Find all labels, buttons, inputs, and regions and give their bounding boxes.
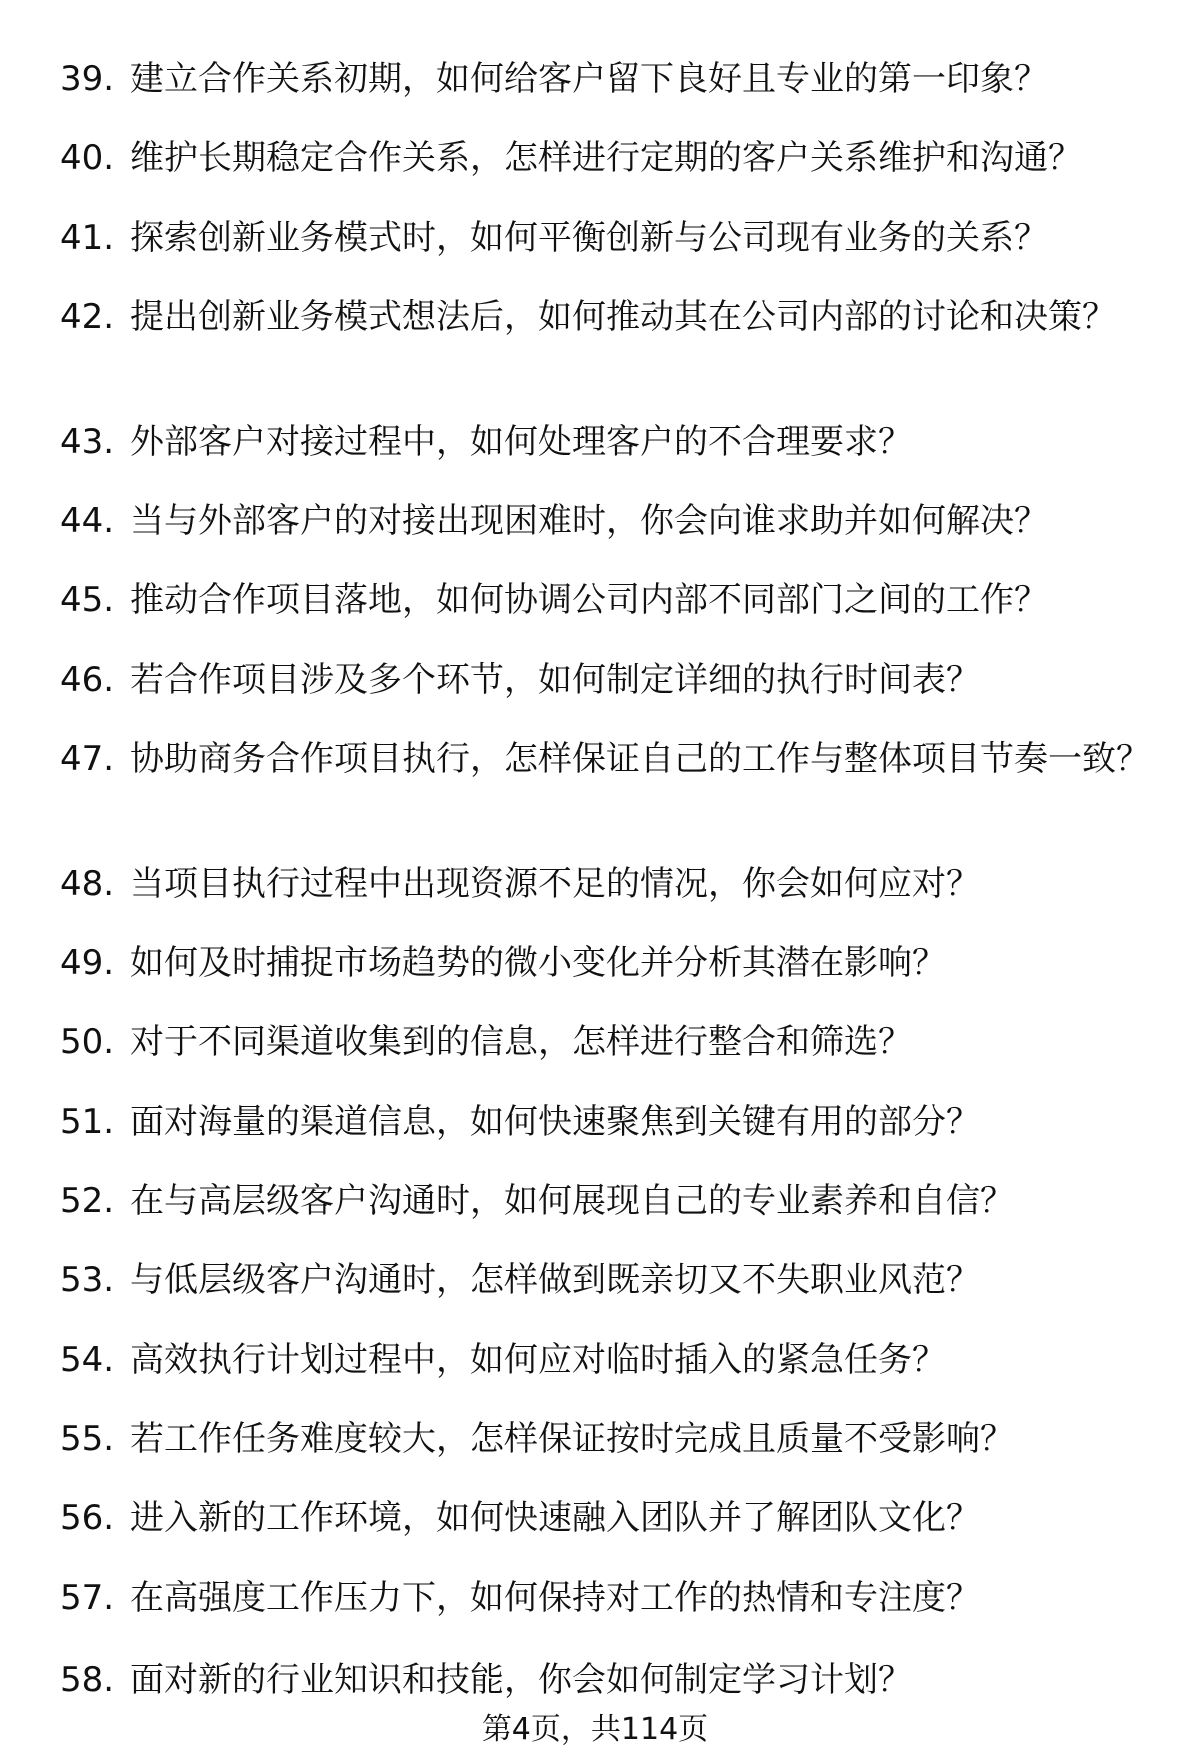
question-number: 39. bbox=[60, 59, 115, 99]
list-item bbox=[60, 862, 1170, 907]
list-item bbox=[60, 658, 1170, 703]
question-text: 若合作项目涉及多个环节，如何制定详细的执行时间表？ bbox=[130, 660, 980, 700]
list-item bbox=[60, 136, 1170, 181]
question-number: 56. bbox=[60, 1498, 115, 1538]
list-item bbox=[60, 57, 1170, 102]
list-item bbox=[60, 499, 1170, 544]
question-text: 面对海量的渠道信息，如何快速聚焦到关键有用的部分？ bbox=[130, 1102, 980, 1142]
question-text: 外部客户对接过程中，如何处理客户的不合理要求？ bbox=[130, 422, 912, 462]
list-item bbox=[60, 216, 1170, 261]
question-text: 若工作任务难度较大，怎样保证按时完成且质量不受影响？ bbox=[130, 1419, 1014, 1459]
question-number: 43. bbox=[60, 422, 115, 462]
list-item bbox=[60, 1658, 1170, 1703]
list-item bbox=[60, 420, 1170, 465]
question-text: 当项目执行过程中出现资源不足的情况，你会如何应对？ bbox=[130, 864, 980, 904]
question-number: 42. bbox=[60, 297, 115, 337]
question-text: 与低层级客户沟通时，怎样做到既亲切又不失职业风范？ bbox=[130, 1260, 980, 1300]
question-number: 46. bbox=[60, 660, 115, 700]
question-number: 48. bbox=[60, 864, 115, 904]
question-number: 41. bbox=[60, 218, 115, 258]
question-number: 57. bbox=[60, 1578, 115, 1618]
list-item bbox=[60, 295, 1170, 340]
list-item bbox=[60, 1338, 1170, 1383]
question-text: 协助商务合作项目执行，怎样保证自己的工作与整体项目节奏一致？ bbox=[130, 739, 1150, 779]
question-number: 54. bbox=[60, 1340, 115, 1380]
question-text: 提出创新业务模式想法后，如何推动其在公司内部的讨论和决策？ bbox=[130, 297, 1116, 337]
list-item bbox=[60, 737, 1170, 782]
question-text: 维护长期稳定合作关系，怎样进行定期的客户关系维护和沟通？ bbox=[130, 138, 1082, 178]
question-number: 58. bbox=[60, 1660, 115, 1700]
question-text: 对于不同渠道收集到的信息，怎样进行整合和筛选？ bbox=[130, 1022, 912, 1062]
question-text: 高效执行计划过程中，如何应对临时插入的紧急任务？ bbox=[130, 1340, 946, 1380]
question-text: 如何及时捕捉市场趋势的微小变化并分析其潜在影响？ bbox=[130, 943, 946, 983]
question-number: 47. bbox=[60, 739, 115, 779]
question-number: 51. bbox=[60, 1102, 115, 1142]
list-item bbox=[60, 941, 1170, 986]
list-item bbox=[60, 1576, 1170, 1621]
question-number: 53. bbox=[60, 1260, 115, 1300]
list-item bbox=[60, 1258, 1170, 1303]
question-text: 面对新的行业知识和技能，你会如何制定学习计划？ bbox=[130, 1660, 912, 1700]
question-text: 建立合作关系初期，如何给客户留下良好且专业的第一印象？ bbox=[130, 59, 1048, 99]
list-item bbox=[60, 578, 1170, 623]
list-item bbox=[60, 1020, 1170, 1065]
list-item bbox=[60, 1100, 1170, 1145]
page-number: 第4页，共114页 bbox=[481, 1712, 709, 1747]
question-text: 推动合作项目落地，如何协调公司内部不同部门之间的工作？ bbox=[130, 580, 1048, 620]
question-number: 49. bbox=[60, 943, 115, 983]
list-item bbox=[60, 1417, 1170, 1462]
question-text: 当与外部客户的对接出现困难时，你会向谁求助并如何解决？ bbox=[130, 501, 1048, 541]
question-number: 44. bbox=[60, 501, 115, 541]
question-text: 进入新的工作环境，如何快速融入团队并了解团队文化？ bbox=[130, 1498, 980, 1538]
question-text: 探索创新业务模式时，如何平衡创新与公司现有业务的关系？ bbox=[130, 218, 1048, 258]
question-number: 55. bbox=[60, 1419, 115, 1459]
question-text: 在与高层级客户沟通时，如何展现自己的专业素养和自信？ bbox=[130, 1181, 1014, 1221]
question-number: 45. bbox=[60, 580, 115, 620]
question-number: 52. bbox=[60, 1181, 115, 1221]
question-text: 在高强度工作压力下，如何保持对工作的热情和专注度？ bbox=[130, 1578, 980, 1618]
list-item bbox=[60, 1179, 1170, 1224]
list-item bbox=[60, 1496, 1170, 1541]
question-number: 40. bbox=[60, 138, 115, 178]
question-number: 50. bbox=[60, 1022, 115, 1062]
